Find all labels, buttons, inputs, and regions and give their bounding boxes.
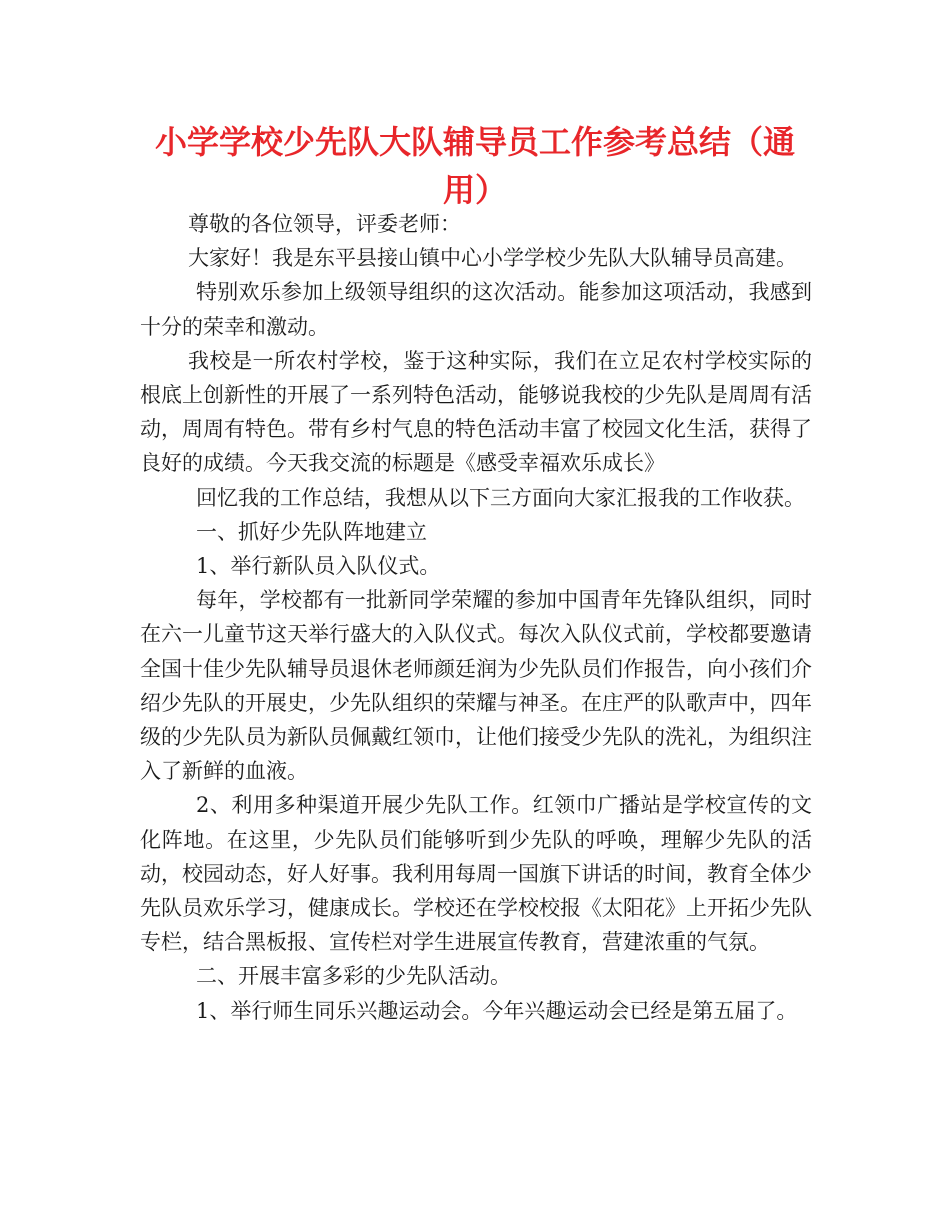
greeting-paragraph: 大家好！我是东平县接山镇中心小学学校少先队大队辅导员高建。 — [188, 246, 797, 271]
school-background-paragraph: 我校是一所农村学校，鉴于这种实际，我们在立足农村学校实际的根底上创新性的开展了一系列特色活动，能够说我校的少先队是周周有活动，周周有特色。带有乡村气息的特色活动丰富了校园文化生活，获得了良好的成绩。今天我交流的标题是《感受幸福欢乐成长》 — [140, 348, 812, 476]
sports-meet-paragraph: 1、举行师生同乐兴趣运动会。今年兴趣运动会已经是第五届了。 — [196, 998, 798, 1023]
summary-intro-paragraph: 回忆我的工作总结，我想从以下三方面向大家汇报我的工作收获。 — [196, 485, 805, 510]
channels-paragraph: 2、利用多种渠道开展少先队工作。红领巾广播站是学校宣传的文化阵地。在这里，少先队员们能够听到少先队的呼唤，理解少先队的活动，校园动态，好人好事。我利用每周一国旗下讲话的时间，教育全体少先队员欢乐学习，健康成长。学校还在学校校报《太阳花》上开拓少先队专栏，结合黑板报、宣传栏对学生进展宣传教育，营建浓重的气氛。 — [140, 793, 812, 955]
induction-ceremony-paragraph: 每年，学校都有一批新同学荣耀的参加中国青年先锋队组织，同时在六一儿童节这天举行盛大的入队仪式。每次入队仪式前，学校都要邀请全国十佳少先队辅导员退休老师颜廷润为少先队员们作报告，向小孩们介绍少先队的开展史，少先队组织的荣耀与神圣。在庄严的队歌声中，四年级的少先队员为新队员佩戴红领巾，让他们接受少先队的洗礼，为组织注入了新鲜的血液。 — [140, 588, 812, 784]
document-body — [140, 207, 812, 1028]
subsection-heading-1-1: 1、举行新队员入队仪式。 — [196, 554, 441, 579]
document-title: 小学学校少先队大队辅导员工作参考总结（通用） — [154, 123, 795, 209]
intro-paragraph: 特别欢乐参加上级领导组织的这次活动。能参加这项活动，我感到十分的荣幸和激动。 — [140, 280, 812, 339]
section-heading-2: 二、开展丰富多彩的少先队活动。 — [196, 964, 511, 989]
section-heading-1: 一、抓好少先队阵地建立 — [196, 519, 427, 544]
salutation: 尊敬的各位领导，评委老师： — [188, 212, 461, 236]
